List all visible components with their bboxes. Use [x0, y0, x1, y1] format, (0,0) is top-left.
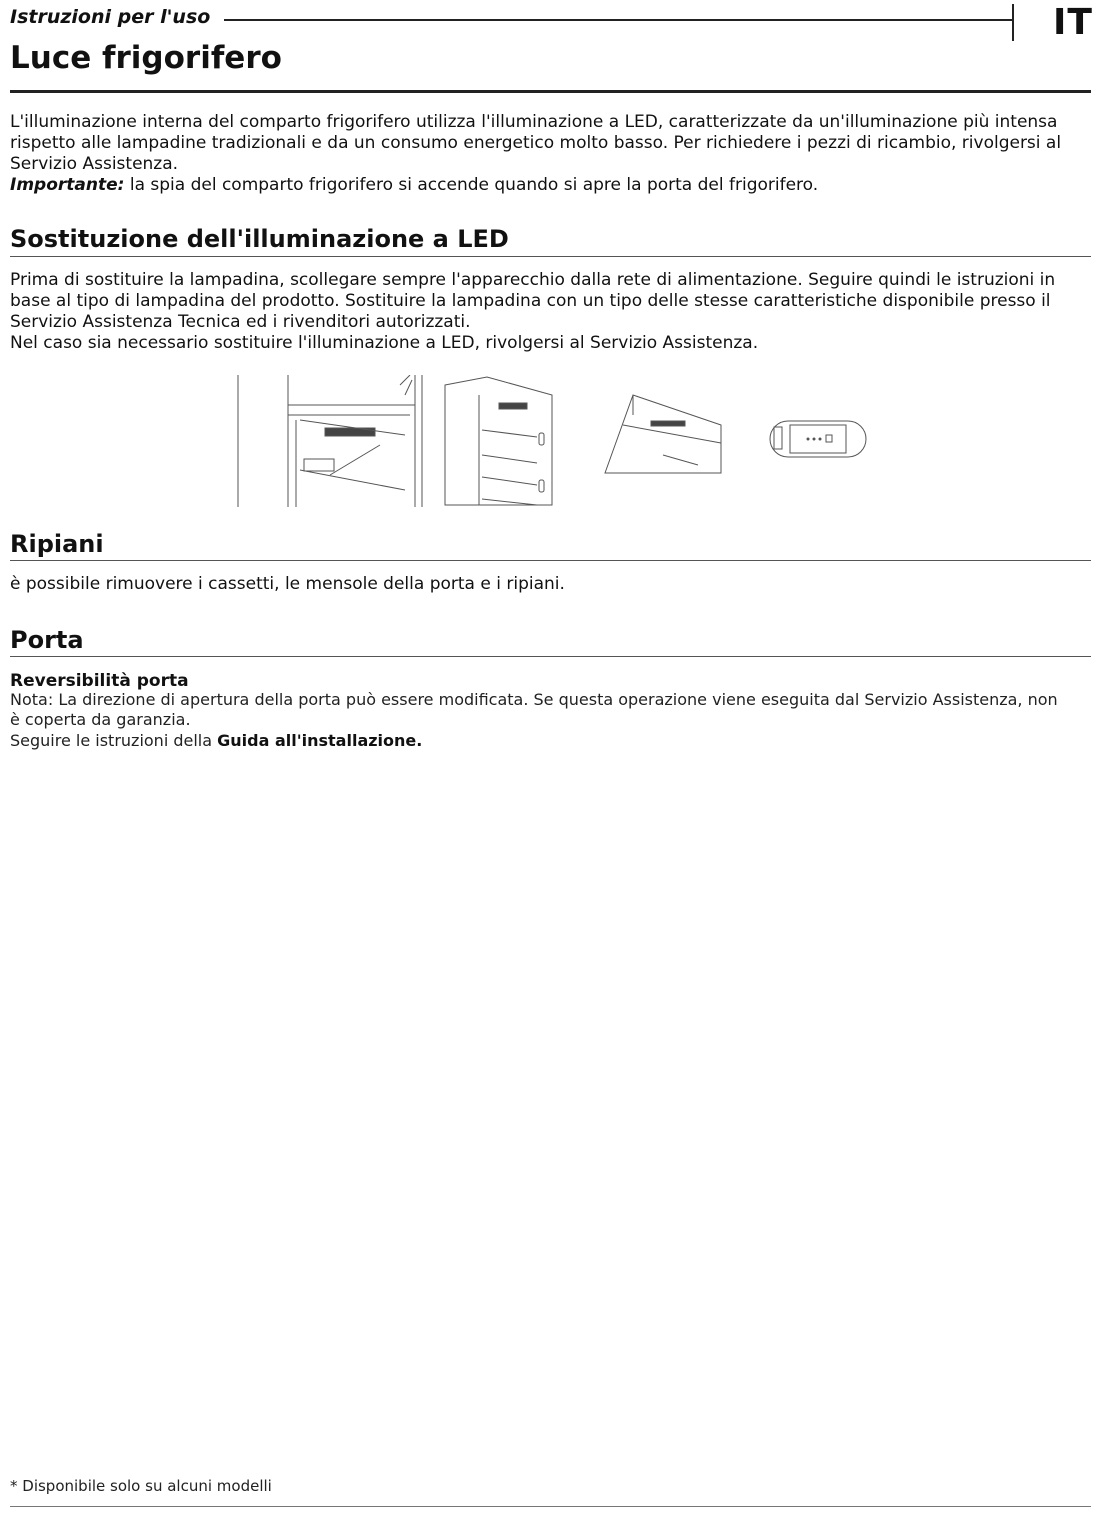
page-title: Luce frigorifero	[10, 40, 282, 76]
section-divider	[10, 656, 1091, 657]
fridge-interior-illustration	[230, 375, 430, 507]
manual-section-label: Istruzioni per l'uso	[10, 6, 211, 28]
intro-paragraph: L'illuminazione interna del comparto frigorifero utilizza l'illuminazione a LED, caratterizzate da un'illuminazione più intensa rispetto alle lampadine tradizionali e da un consumo energetico molto basso. Per richiedere i pezzi di ricambio, rivolgersi al Servizio Assistenza.	[10, 112, 1062, 174]
important-label: Importante:	[10, 175, 125, 195]
header-divider-tick	[1012, 4, 1014, 41]
important-note	[10, 175, 1070, 196]
led-paragraph: Prima di sostituire la lampadina, scollegare sempre l'apparecchio dalla rete di alimentazione. Seguire quindi le istruzioni in base al tipo di lampadina del prodotto. Sostituire la lampadina con un tipo delle stesse caratteristiche disponibile presso il Servizio Assistenza Tecnica ed i rivenditori autorizzati.	[10, 270, 1056, 332]
footer-divider	[10, 1506, 1091, 1507]
section-divider	[10, 256, 1091, 257]
shelves-paragraph: è possibile rimuovere i cassetti, le mensole della porta e i ripiani.	[10, 574, 565, 594]
follow-text: Seguire le istruzioni della	[10, 731, 218, 750]
door-follow-instructions	[10, 731, 1070, 751]
fridge-top-illustration	[603, 385, 725, 477]
header-divider	[224, 19, 1014, 21]
fridge-shelves-illustration	[437, 375, 555, 507]
important-text: la spia del comparto frigorifero si accende quando si apre la porta del frigorifero.	[124, 175, 819, 195]
language-code: IT	[1053, 2, 1093, 43]
door-subheading: Reversibilità porta	[10, 671, 189, 691]
led-module-illustration	[764, 413, 872, 463]
led-paragraph-2: Nel caso sia necessario sostituire l'illuminazione a LED, rivolgersi al Servizio Assistenza.	[10, 333, 759, 353]
section-divider	[10, 560, 1091, 561]
installation-guide-reference: Guida all'installazione.	[217, 731, 423, 750]
section-heading-door: Porta	[10, 626, 84, 654]
footnote: * Disponibile solo su alcuni modelli	[10, 1477, 272, 1495]
door-note: Nota: La direzione di apertura della porta può essere modificata. Se questa operazione viene eseguita dal Servizio Assistenza, non è coperta da garanzia.	[10, 690, 1058, 729]
section-heading-led: Sostituzione dell'illuminazione a LED	[10, 225, 509, 253]
section-heading-shelves: Ripiani	[10, 530, 104, 558]
title-divider	[10, 90, 1091, 93]
